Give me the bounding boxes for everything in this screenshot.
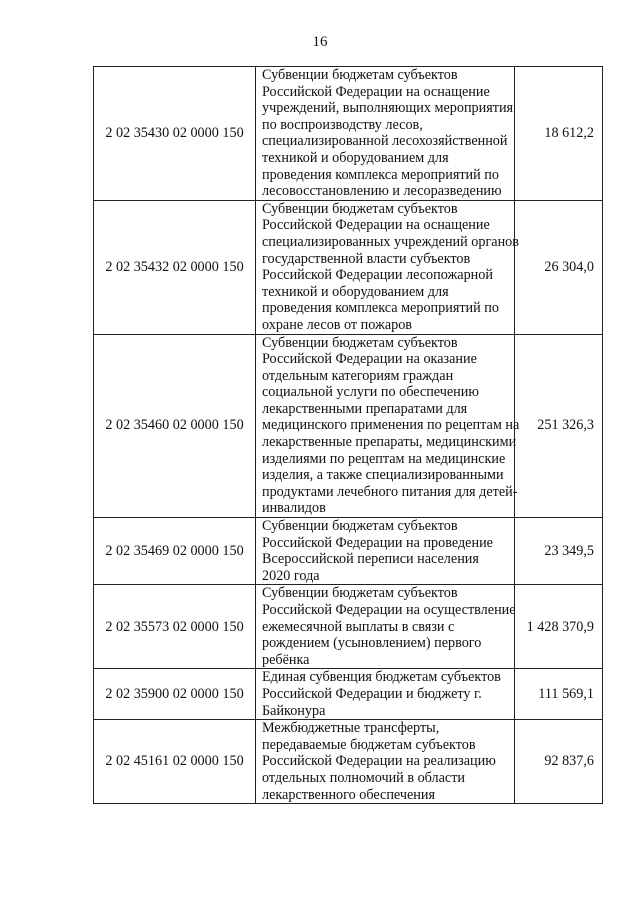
description-line: лекарственного обеспечения: [262, 786, 435, 803]
description-line: Всероссийской переписи населения: [262, 551, 479, 568]
description-line: Субвенции бюджетам субъектов: [262, 67, 458, 83]
description-line: Единая субвенция бюджетам субъектов: [262, 669, 501, 686]
classification-code: 2 02 35432 02 0000 150: [94, 200, 256, 334]
description-line: Российской Федерации на проведение: [262, 534, 493, 551]
page-number: 16: [312, 34, 328, 50]
description-line: 2020 года: [262, 567, 320, 584]
description-line: Российской Федерации на реализацию: [262, 753, 496, 770]
revenue-description: [256, 585, 515, 669]
amount-value: 251 326,3: [515, 334, 603, 518]
amount-value: 92 837,6: [515, 720, 603, 804]
revenue-description: [256, 720, 515, 804]
revenue-description: [256, 334, 520, 518]
description-line: учреждений, выполняющих мероприятия: [262, 100, 514, 117]
description-line: Субвенции бюджетам субъектов: [262, 334, 458, 351]
classification-code: 2 02 35430 02 0000 150: [94, 67, 256, 201]
description-line: охране лесов от пожаров: [262, 316, 413, 333]
description-line: инвалидов: [262, 500, 326, 517]
description-line: проведения комплекса мероприятий по: [262, 166, 499, 183]
table-row: [94, 585, 603, 669]
amount-value: 111 569,1: [515, 669, 603, 720]
description-line: техникой и оборудованием для: [262, 149, 449, 166]
classification-code: 2 02 45161 02 0000 150: [94, 720, 256, 804]
description-line: специализированных учреждений органов: [262, 233, 519, 250]
description-line: специализированной лесохозяйственной: [262, 133, 508, 150]
description-line: Субвенции бюджетам субъектов: [262, 518, 458, 535]
description-line: изделия, а также специализированными: [262, 467, 504, 484]
description-line: Межбюджетные трансферты,: [262, 720, 440, 737]
description-line: Российской Федерации на осуществление: [262, 602, 516, 618]
amount-value: 23 349,5: [515, 518, 603, 585]
description-line: лесовосстановлению и лесоразведению: [262, 183, 502, 200]
revenue-description: [256, 669, 515, 720]
classification-code: 2 02 35573 02 0000 150: [94, 585, 256, 669]
description-line: Российской Федерации на оснащение: [262, 83, 490, 100]
description-line: лекарственными препаратами для: [262, 400, 468, 417]
table-row: [94, 200, 603, 334]
description-line: Российской Федерации лесопожарной: [262, 267, 493, 284]
description-line: проведения комплекса мероприятий по: [262, 300, 499, 317]
description-line: Субвенции бюджетам субъектов: [262, 585, 458, 602]
description-line: передаваемые бюджетам субъектов: [262, 736, 476, 753]
table-row: [94, 669, 603, 720]
revenue-description: [256, 518, 515, 585]
budget-table-body: [94, 67, 603, 804]
description-line: Российской Федерации и бюджету г.: [262, 685, 482, 702]
classification-code: 2 02 35900 02 0000 150: [94, 669, 256, 720]
description-line: отдельным категориям граждан: [262, 367, 454, 384]
description-line: по воспроизводству лесов,: [262, 116, 423, 133]
amount-value: 26 304,0: [515, 200, 603, 334]
classification-code: 2 02 35460 02 0000 150: [94, 334, 256, 518]
description-line: лекарственные препараты, медицинскими: [262, 434, 517, 451]
description-line: государственной власти субъектов: [262, 250, 471, 267]
description-line: изделиями по рецептам на медицинские: [262, 450, 506, 467]
description-line: техникой и оборудованием для: [262, 283, 449, 300]
description-line: ребёнка: [262, 651, 310, 668]
description-line: Субвенции бюджетам субъектов: [262, 200, 458, 217]
table-row: [94, 67, 603, 201]
amount-value: 18 612,2: [515, 67, 603, 201]
budget-table: [93, 66, 603, 804]
revenue-description: [256, 67, 515, 201]
description-line: медицинского применения по рецептам на: [262, 417, 520, 434]
description-line: рождением (усыновлением) первого: [262, 635, 482, 652]
description-line: социальной услуги по обеспечению: [262, 384, 479, 401]
table-row: [94, 720, 603, 804]
description-line: Российской Федерации на оказание: [262, 351, 477, 368]
description-line: ежемесячной выплаты в связи с: [262, 618, 455, 635]
description-line: отдельных полномочий в области: [262, 769, 465, 786]
table-row: [94, 518, 603, 585]
amount-value: 1 428 370,9: [515, 585, 603, 669]
classification-code: 2 02 35469 02 0000 150: [94, 518, 256, 585]
description-line: Российской Федерации на оснащение: [262, 217, 490, 234]
table-row: [94, 334, 603, 518]
revenue-description: [256, 200, 519, 334]
description-line: продуктами лечебного питания для детей-: [262, 483, 518, 500]
description-line: Байконура: [262, 702, 326, 719]
